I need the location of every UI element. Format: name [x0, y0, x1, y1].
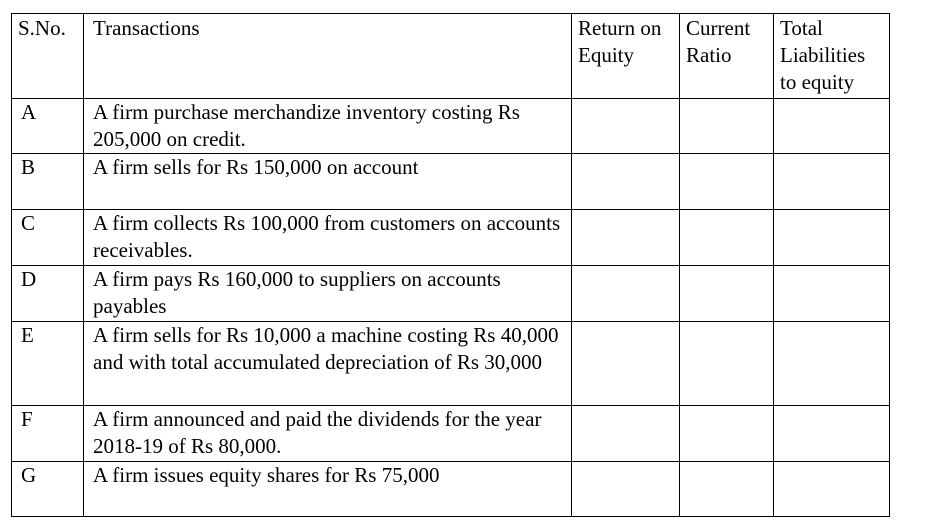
current-ratio-cell — [680, 99, 774, 154]
return-on-equity-cell — [572, 266, 680, 322]
liabilities-to-equity-cell — [774, 406, 890, 462]
table-row — [12, 266, 890, 322]
transaction-cell: A firm pays Rs 160,000 to suppliers on accounts payables — [84, 266, 572, 322]
table-row — [12, 99, 890, 154]
return-on-equity-cell — [572, 462, 680, 517]
transaction-cell: A firm sells for Rs 150,000 on account — [84, 154, 572, 210]
table-row — [12, 322, 890, 406]
liabilities-to-equity-cell — [774, 266, 890, 322]
transaction-cell: A firm sells for Rs 10,000 a machine costing Rs 40,000 and with total accumulated depreciation of Rs 30,000 — [84, 322, 572, 406]
header-row — [12, 14, 890, 99]
liabilities-to-equity-cell — [774, 322, 890, 406]
return-on-equity-cell — [572, 154, 680, 210]
sno-cell: B — [12, 154, 84, 210]
transaction-cell: A firm collects Rs 100,000 from customers on accounts receivables. — [84, 210, 572, 266]
header-transactions: Transactions — [84, 14, 572, 99]
header-liabilities-to-equity: Total Liabilities to equity — [774, 14, 890, 99]
sno-cell: A — [12, 99, 84, 154]
liabilities-to-equity-cell — [774, 462, 890, 517]
table-row — [12, 154, 890, 210]
current-ratio-cell — [680, 266, 774, 322]
current-ratio-cell — [680, 462, 774, 517]
current-ratio-cell — [680, 210, 774, 266]
current-ratio-cell — [680, 322, 774, 406]
return-on-equity-cell — [572, 322, 680, 406]
sno-cell: F — [12, 406, 84, 462]
return-on-equity-cell — [572, 406, 680, 462]
transactions-table — [11, 13, 890, 517]
transaction-cell: A firm announced and paid the dividends for the year 2018-19 of Rs 80,000. — [84, 406, 572, 462]
liabilities-to-equity-cell — [774, 154, 890, 210]
current-ratio-cell — [680, 154, 774, 210]
table-row — [12, 210, 890, 266]
liabilities-to-equity-cell — [774, 99, 890, 154]
sno-cell: G — [12, 462, 84, 517]
sno-cell: C — [12, 210, 84, 266]
liabilities-to-equity-cell — [774, 210, 890, 266]
header-sno: S.No. — [12, 14, 84, 99]
table-row — [12, 462, 890, 517]
header-return-on-equity: Return on Equity — [572, 14, 680, 99]
table-row — [12, 406, 890, 462]
return-on-equity-cell — [572, 99, 680, 154]
transaction-cell: A firm issues equity shares for Rs 75,000 — [84, 462, 572, 517]
sno-cell: E — [12, 322, 84, 406]
transaction-cell: A firm purchase merchandize inventory costing Rs 205,000 on credit. — [84, 99, 572, 154]
current-ratio-cell — [680, 406, 774, 462]
header-current-ratio: Current Ratio — [680, 14, 774, 99]
sno-cell: D — [12, 266, 84, 322]
return-on-equity-cell — [572, 210, 680, 266]
